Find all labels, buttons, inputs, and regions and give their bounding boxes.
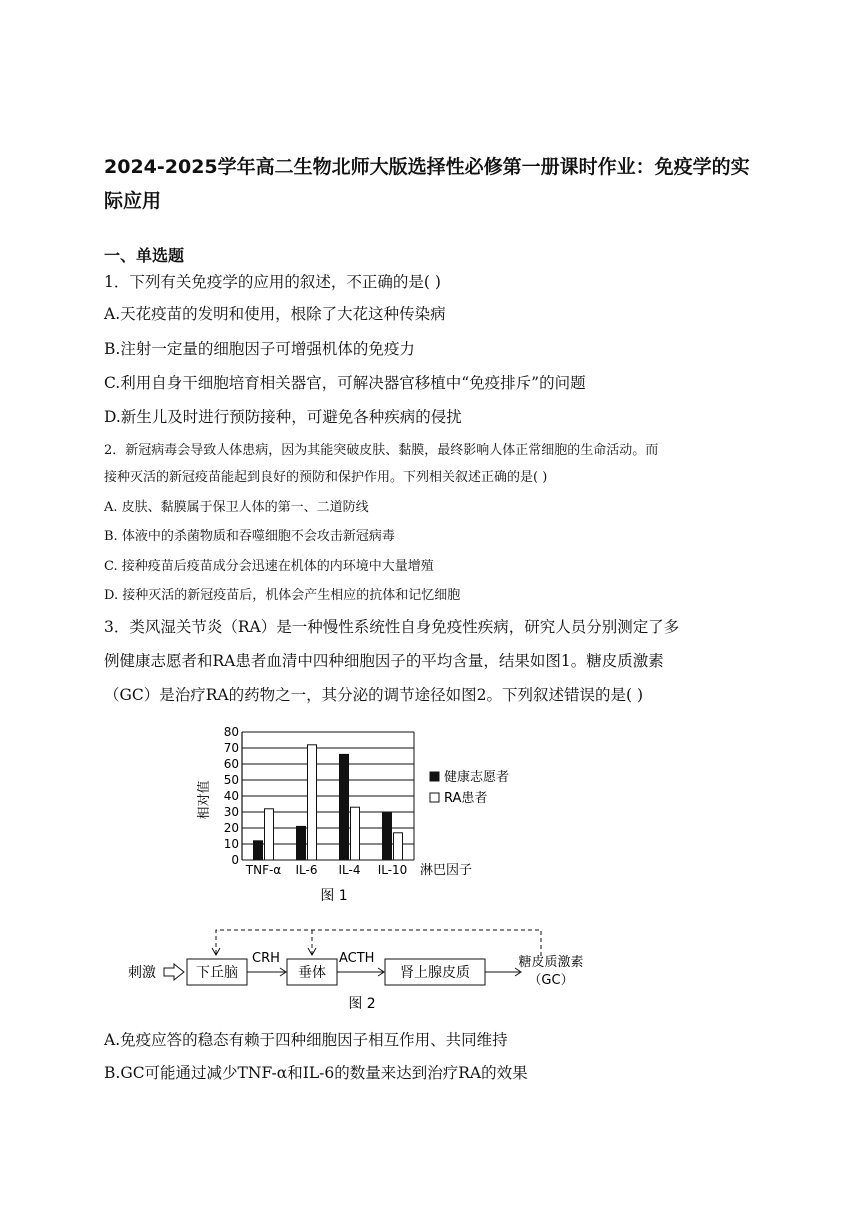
question-3-stem-line-2: 例健康志愿者和RA患者血清中四种细胞因子的平均含量，结果如图1。糖皮质激素 [104, 652, 664, 670]
question-3-stem-line-1: 3．类风湿关节炎（RA）是一种慢性系统性自身免疫性疾病，研究人员分别测定了多 [104, 618, 680, 636]
chart-y-tick-label: 50 [223, 773, 239, 787]
hypothalamus-label: 下丘脑 [196, 965, 238, 981]
question-1-option-d: D.新生儿及时进行预防接种，可避免各种疾病的侵扰 [104, 408, 462, 426]
chart-bar-healthy-0 [254, 841, 263, 860]
figure-2-pathway-diagram [126, 924, 626, 1016]
chart-bar-healthy-3 [383, 812, 392, 860]
chart-y-tick-label: 70 [223, 741, 239, 755]
question-1-stem: 1．下列有关免疫学的应用的叙述，不正确的是( ) [104, 273, 441, 291]
chart-y-tick-label: 10 [223, 837, 239, 851]
question-2-stem-line-1: 2．新冠病毒会导致人体患病，因为其能突破皮肤、黏膜，最终影响人体正常细胞的生命活动。而 [104, 443, 659, 458]
chart-x-tick-label: IL-4 [338, 863, 361, 877]
chart-y-axis-label: 相对值 [197, 780, 212, 820]
legend-swatch-healthy [430, 772, 439, 781]
question-1-option-b: B.注射一定量的细胞因子可增强机体的免疫力 [104, 340, 415, 358]
question-3-stem-line-3: （GC）是治疗RA的药物之一，其分泌的调节途径如图2。下列叙述错误的是( ) [104, 686, 643, 704]
question-2-option-a: A. 皮肤、黏膜属于保卫人体的第一、二道防线 [104, 500, 369, 515]
stimulus-hollow-arrow [164, 964, 184, 980]
section-heading: 一、单选题 [104, 246, 185, 265]
stimulus-label: 刺激 [128, 965, 156, 981]
chart-y-tick-label: 60 [223, 757, 239, 771]
chart-bar-healthy-2 [340, 754, 349, 860]
chart-bar-healthy-1 [297, 826, 306, 860]
chart-bar-ra-1 [308, 745, 317, 860]
acth-label: ACTH [339, 951, 375, 966]
figure-1-bar-chart [196, 722, 536, 908]
question-1-option-c: C.利用自身干细胞培育相关器官，可解决器官移植中“免疫排斥”的问题 [104, 374, 586, 392]
document-title: 2024-2025学年高二生物北师大版选择性必修第一册课时作业：免疫学的实际应用 [104, 156, 750, 212]
crh-label: CRH [252, 951, 280, 966]
chart-x-axis-label: 淋巴因子 [420, 863, 473, 878]
gc-label-line-1: 糖皮质激素 [518, 955, 584, 970]
question-2-stem-line-2: 接种灭活的新冠疫苗能起到良好的预防和保护作用。下列相关叙述正确的是( ) [104, 470, 548, 485]
chart-y-tick-label: 20 [223, 821, 239, 835]
question-3-option-a: A.免疫应答的稳态有赖于四种细胞因子相互作用、共同维持 [104, 1031, 508, 1049]
chart-bar-ra-0 [265, 809, 274, 860]
figure-2-caption: 图 2 [348, 996, 376, 1012]
question-2-option-c: C. 接种疫苗后疫苗成分会迅速在机体的内环境中大量增殖 [104, 559, 434, 574]
question-2-option-b: B. 体液中的杀菌物质和吞噬细胞不会攻击新冠病毒 [104, 529, 395, 544]
chart-y-tick-label: 40 [223, 789, 239, 803]
gc-label-line-2: （GC） [528, 973, 574, 988]
chart-bar-ra-3 [394, 833, 403, 860]
question-1-option-a: A.天花疫苗的发明和使用，根除了大花这种传染病 [104, 305, 446, 323]
chart-y-tick-label: 30 [223, 805, 239, 819]
question-2-option-d: D. 接种灭活的新冠疫苗后，机体会产生相应的抗体和记忆细胞 [104, 588, 461, 603]
chart-y-tick-label: 0 [231, 853, 239, 867]
chart-x-tick-label: TNF-α [245, 863, 282, 877]
pituitary-label: 垂体 [298, 965, 326, 981]
legend-label-healthy: 健康志愿者 [444, 770, 510, 785]
question-3-option-b: B.GC可能通过减少TNF-α和IL-6的数量来达到治疗RA的效果 [104, 1064, 528, 1082]
chart-x-tick-label: IL-10 [377, 863, 408, 877]
legend-swatch-ra [430, 793, 439, 802]
legend-label-ra: RA患者 [444, 791, 488, 806]
chart-bar-ra-2 [351, 807, 360, 860]
figure-1-caption: 图 1 [320, 888, 348, 904]
chart-x-tick-label: IL-6 [295, 863, 318, 877]
adrenal-cortex-label: 肾上腺皮质 [400, 965, 470, 981]
chart-y-tick-label: 80 [223, 725, 239, 739]
